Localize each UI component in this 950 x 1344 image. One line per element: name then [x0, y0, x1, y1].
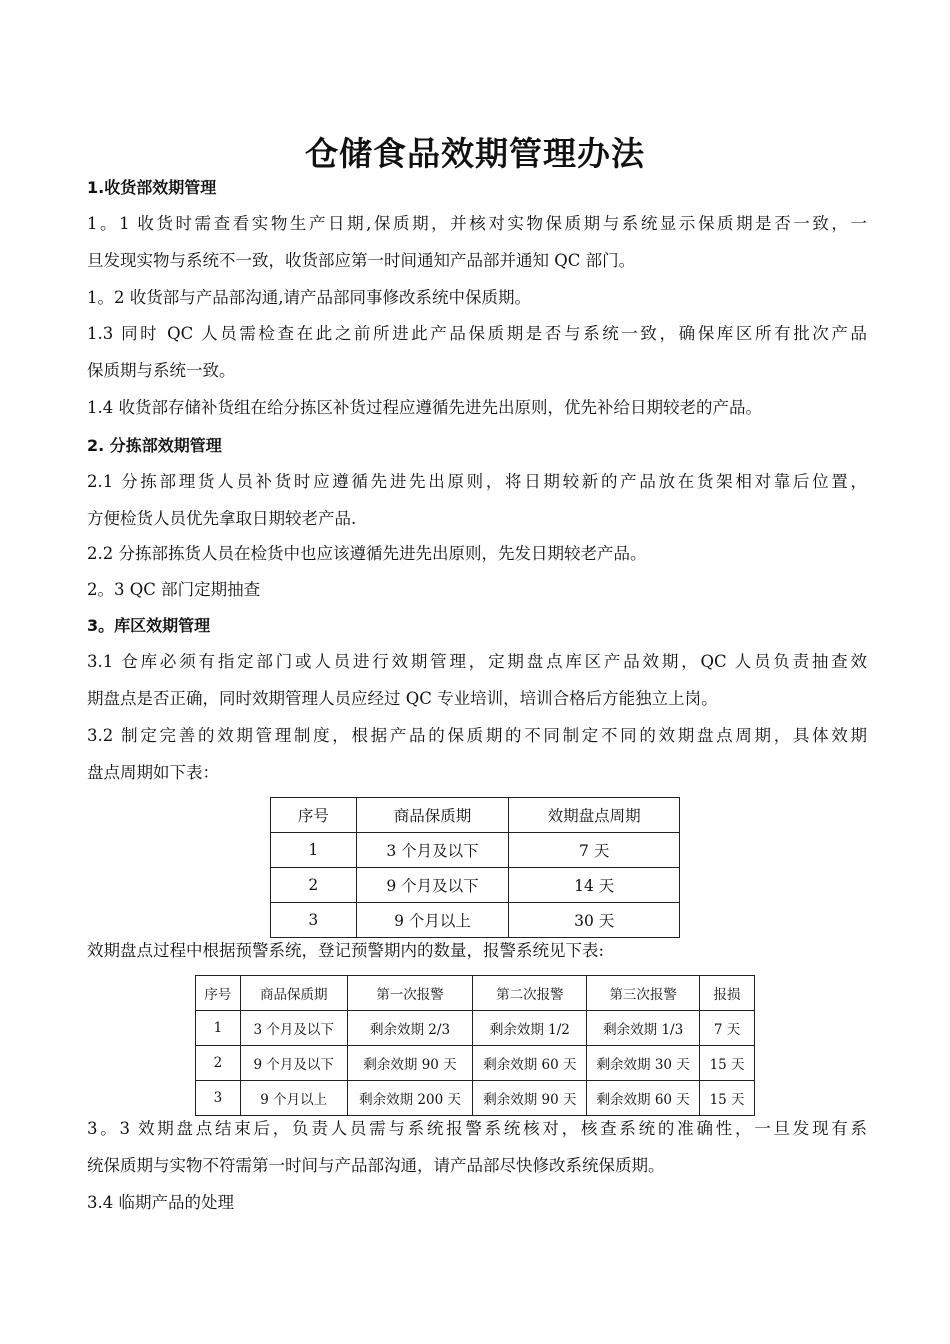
table-cell: 剩余效期 90 天	[347, 1046, 473, 1081]
paragraph-1-1-line-1: 1。1 收货时需查看实物生产日期,保质期，并核对实物保质期与系统显示保质期是否一致，一	[87, 214, 867, 233]
document-title: 仓储食品效期管理办法	[305, 134, 645, 173]
section-3-heading: 3。库区效期管理	[87, 616, 211, 635]
paragraph-2-3: 2。3 QC 部门定期抽查	[87, 580, 261, 599]
paragraph-2-1-line-1: 2.1 分拣部理货人员补货时应遵循先进先出原则，将日期较新的产品放在货架相对靠后位置，	[87, 472, 867, 491]
paragraph-2-1-line-2: 方便检货人员优先拿取日期较老产品.	[87, 509, 357, 528]
paragraph-3-1-line-1: 3.1 仓库必须有指定部门或人员进行效期管理，定期盘点库区产品效期，QC 人员负责抽查效	[87, 652, 867, 671]
table-cell: 剩余效期 200 天	[347, 1081, 473, 1116]
table-cell: 15 天	[700, 1081, 755, 1116]
table-cell: 剩余效期 1/2	[473, 1011, 587, 1046]
table-cell: 30 天	[509, 903, 680, 938]
table-cell: 2	[271, 868, 357, 903]
table-cell: 7 天	[700, 1011, 755, 1046]
paragraph-1-3-line-1: 1.3 同时 QC 人员需检查在此之前所进此产品保质期是否与系统一致，确保库区所有批次产品	[87, 324, 867, 343]
table-cell: 9 个月及以下	[356, 868, 509, 903]
table-cell: 1	[271, 833, 357, 868]
table-header-cell: 商品保质期	[356, 798, 509, 833]
warning-system-intro: 效期盘点过程中根据预警系统，登记预警期内的数量，报警系统见下表:	[87, 941, 605, 960]
table-cell: 14 天	[509, 868, 680, 903]
section-2-heading: 2. 分拣部效期管理	[87, 436, 222, 455]
table-cell: 3	[196, 1081, 241, 1116]
table-row	[196, 1046, 755, 1081]
paragraph-3-3-line-2: 统保质期与实物不符需第一时间与产品部沟通，请产品部尽快修改系统保质期。	[87, 1156, 665, 1175]
table-row	[271, 903, 680, 938]
table-header-cell: 第二次报警	[473, 976, 587, 1011]
table-cell: 9 个月及以下	[240, 1046, 347, 1081]
table-cell: 3 个月及以下	[356, 833, 509, 868]
table-row	[271, 868, 680, 903]
paragraph-3-1-line-2: 期盘点是否正确，同时效期管理人员应经过 QC 专业培训，培训合格后方能独立上岗。	[87, 689, 718, 708]
table-row	[196, 1011, 755, 1046]
paragraph-3-2-line-2: 盘点周期如下表：	[87, 763, 219, 782]
table-cell: 1	[196, 1011, 241, 1046]
table-cell: 9 个月以上	[356, 903, 509, 938]
table-cell: 2	[196, 1046, 241, 1081]
table-cell: 剩余效期 60 天	[587, 1081, 700, 1116]
table-cell: 剩余效期 30 天	[587, 1046, 700, 1081]
table-cell: 剩余效期 60 天	[473, 1046, 587, 1081]
table-cell: 3	[271, 903, 357, 938]
table-header-cell: 序号	[196, 976, 241, 1011]
table-header-cell: 第一次报警	[347, 976, 473, 1011]
paragraph-3-3-line-1: 3。3 效期盘点结束后，负责人员需与系统报警系统核对，核查系统的准确性，一旦发现有系	[87, 1119, 867, 1138]
paragraph-3-4: 3.4 临期产品的处理	[87, 1193, 234, 1212]
table-cell: 15 天	[700, 1046, 755, 1081]
table-header-cell: 效期盘点周期	[509, 798, 680, 833]
table-cell: 剩余效期 2/3	[347, 1011, 473, 1046]
table-row	[196, 1081, 755, 1116]
table-cell: 7 天	[509, 833, 680, 868]
table-cell: 剩余效期 90 天	[473, 1081, 587, 1116]
paragraph-1-3-line-2: 保质期与系统一致。	[87, 361, 236, 380]
table-header-cell: 第三次报警	[587, 976, 700, 1011]
paragraph-1-1-line-2: 旦发现实物与系统不一致，收货部应第一时间通知产品部并通知 QC 部门。	[87, 251, 636, 270]
paragraph-3-2-line-1: 3.2 制定完善的效期管理制度，根据产品的保质期的不同制定不同的效期盘点周期，具体效期	[87, 726, 867, 745]
paragraph-2-2: 2.2 分拣部拣货人员在检货中也应该遵循先进先出原则，先发日期较老产品。	[87, 544, 647, 563]
paragraph-1-4: 1.4 收货部存储补货组在给分拣区补货过程应遵循先进先出原则，优先补给日期较老的产品。	[87, 398, 762, 417]
table-header-row	[271, 798, 680, 833]
warning-system-table	[195, 975, 755, 1116]
paragraph-1-2: 1。2 收货部与产品部沟通,请产品部同事修改系统中保质期。	[87, 288, 531, 307]
table-header-cell: 序号	[271, 798, 357, 833]
table-cell: 剩余效期 1/3	[587, 1011, 700, 1046]
section-1-heading: 1.收货部效期管理	[87, 178, 217, 197]
table-cell: 3 个月及以下	[240, 1011, 347, 1046]
inventory-cycle-table	[270, 797, 680, 938]
table-header-cell: 报损	[700, 976, 755, 1011]
table-header-cell: 商品保质期	[240, 976, 347, 1011]
table-row	[271, 833, 680, 868]
table-cell: 9 个月以上	[240, 1081, 347, 1116]
table-header-row	[196, 976, 755, 1011]
